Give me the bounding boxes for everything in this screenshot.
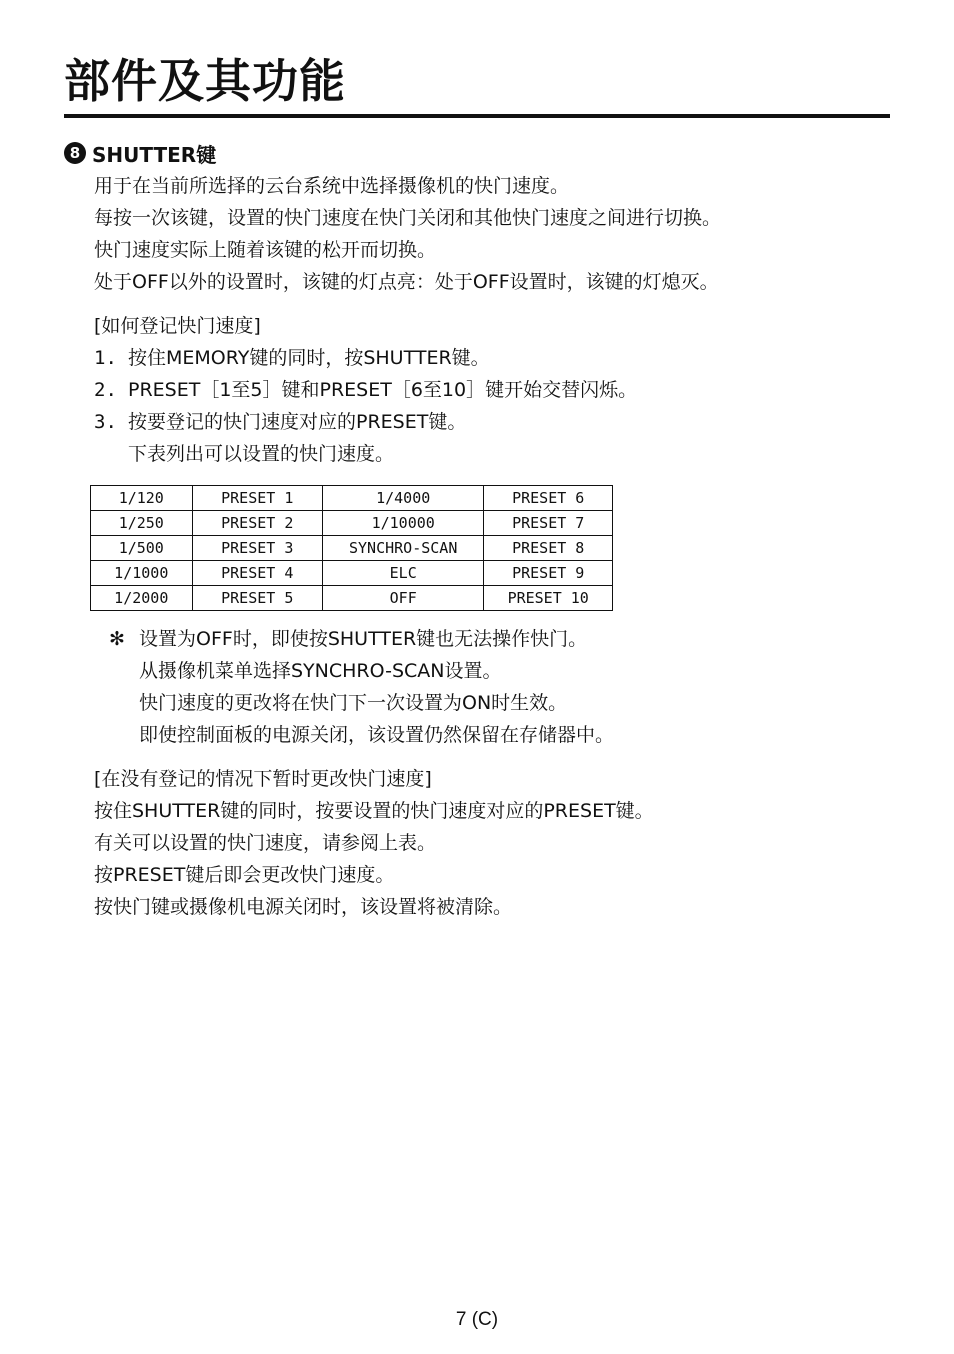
intro-line-2: 每按一次该键，设置的快门速度在快门关闭和其他快门速度之间进行切换。: [94, 207, 722, 229]
table-row: [91, 536, 613, 561]
table-cell: 1/250: [91, 511, 193, 536]
temp-line-2: 有关可以设置的快门速度，请参阅上表。: [94, 832, 437, 854]
table-cell: PRESET 7: [484, 511, 613, 536]
intro-line-3: 快门速度实际上随着该键的松开而切换。: [94, 239, 437, 261]
temp-line-1: 按住SHUTTER键的同时，按要设置的快门速度对应的PRESET键。: [94, 800, 654, 822]
temp-change-heading: [在没有登记的情况下暂时更改快门速度]: [94, 768, 432, 790]
table-row: [91, 486, 613, 511]
table-cell: 1/500: [91, 536, 193, 561]
table-cell: PRESET 4: [192, 561, 322, 586]
step-number: 3.: [94, 411, 117, 433]
page-number: 7 (C): [455, 1309, 499, 1330]
title-rule: [64, 114, 890, 118]
table-cell: PRESET 1: [192, 486, 322, 511]
page-title: 部件及其功能: [64, 54, 346, 108]
step-number: 2.: [94, 379, 117, 401]
table-row: [91, 561, 613, 586]
step-text: 按要登记的快门速度对应的PRESET键。: [128, 411, 467, 433]
temp-line-4: 按快门键或摄像机电源关闭时，该设置将被清除。: [94, 896, 513, 918]
intro-line-1: 用于在当前所选择的云台系统中选择摄像机的快门速度。: [94, 175, 570, 197]
table-cell: SYNCHRO-SCAN: [322, 536, 483, 561]
register-step-3: [94, 408, 466, 436]
table-cell: ELC: [322, 561, 483, 586]
table-cell: 1/2000: [91, 586, 193, 611]
table-row: [91, 586, 613, 611]
register-step-2: [94, 376, 637, 404]
table-cell: 1/1000: [91, 561, 193, 586]
table-cell: PRESET 8: [484, 536, 613, 561]
step-number: 1.: [94, 347, 117, 369]
step-text: 按住MEMORY键的同时，按SHUTTER键。: [128, 347, 490, 369]
section-number-badge: 8: [64, 142, 86, 164]
table-cell: OFF: [322, 586, 483, 611]
table-row: [91, 511, 613, 536]
table-cell: PRESET 3: [192, 536, 322, 561]
register-step-continuation: 下表列出可以设置的快门速度。: [128, 443, 395, 465]
register-step-1: [94, 344, 490, 372]
shutter-speed-table: [90, 485, 613, 611]
intro-line-4: 处于OFF以外的设置时，该键的灯点亮：处于OFF设置时，该键的灯熄灭。: [94, 271, 719, 293]
register-heading: [如何登记快门速度]: [94, 315, 261, 337]
table-cell: PRESET 6: [484, 486, 613, 511]
note-line-2: 从摄像机菜单选择SYNCHRO-SCAN设置。: [139, 660, 502, 682]
table-cell: 1/120: [91, 486, 193, 511]
section-title: SHUTTER键: [92, 142, 217, 167]
step-text: PRESET［1至5］键和PRESET［6至10］键开始交替闪烁。: [128, 379, 638, 401]
note-line-4: 即使控制面板的电源关闭，该设置仍然保留在存储器中。: [139, 724, 615, 746]
note-asterisk-icon: ✻: [109, 628, 125, 650]
table-cell: PRESET 9: [484, 561, 613, 586]
table-cell: 1/10000: [322, 511, 483, 536]
temp-line-3: 按PRESET键后即会更改快门速度。: [94, 864, 395, 886]
table-cell: 1/4000: [322, 486, 483, 511]
note-text: 设置为OFF时，即使按SHUTTER键也无法操作快门。: [139, 628, 588, 650]
table-cell: PRESET 5: [192, 586, 322, 611]
note-line-1: [109, 625, 587, 653]
table-cell: PRESET 10: [484, 586, 613, 611]
note-line-3: 快门速度的更改将在快门下一次设置为ON时生效。: [139, 692, 568, 714]
table-cell: PRESET 2: [192, 511, 322, 536]
section-heading: [64, 139, 216, 167]
